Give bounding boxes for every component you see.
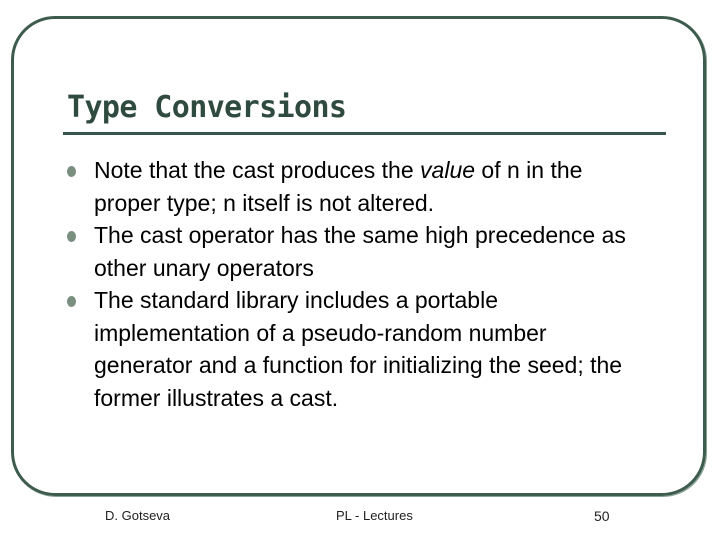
bullet-item — [63, 154, 643, 219]
page-number: 50 — [594, 508, 610, 524]
bullet-text-after: of n in the proper type; n itself is not altered. — [94, 157, 583, 216]
footer-author: D. Gotseva — [105, 508, 171, 523]
bullet-text: The cast operator has the same high precedence as other unary operators — [94, 222, 626, 281]
slide-title: Type Conversions — [67, 90, 347, 125]
footer-course: PL - Lectures — [336, 508, 413, 523]
bullet-item — [63, 284, 643, 414]
bullet-list — [63, 154, 643, 414]
bullet-emphasis: value — [420, 157, 476, 183]
bullet-marker-icon — [67, 231, 76, 242]
bullet-marker-icon — [67, 166, 76, 177]
bullet-item — [63, 219, 643, 284]
bullet-text: The standard library includes a portable implementation of a pseudo-random number generator and a function for initializing the seed; the former illustrates a cast. — [94, 287, 623, 411]
bullet-text-before: Note that the cast produces the — [94, 157, 421, 183]
title-underline — [63, 132, 666, 135]
bullet-marker-icon — [67, 296, 76, 307]
